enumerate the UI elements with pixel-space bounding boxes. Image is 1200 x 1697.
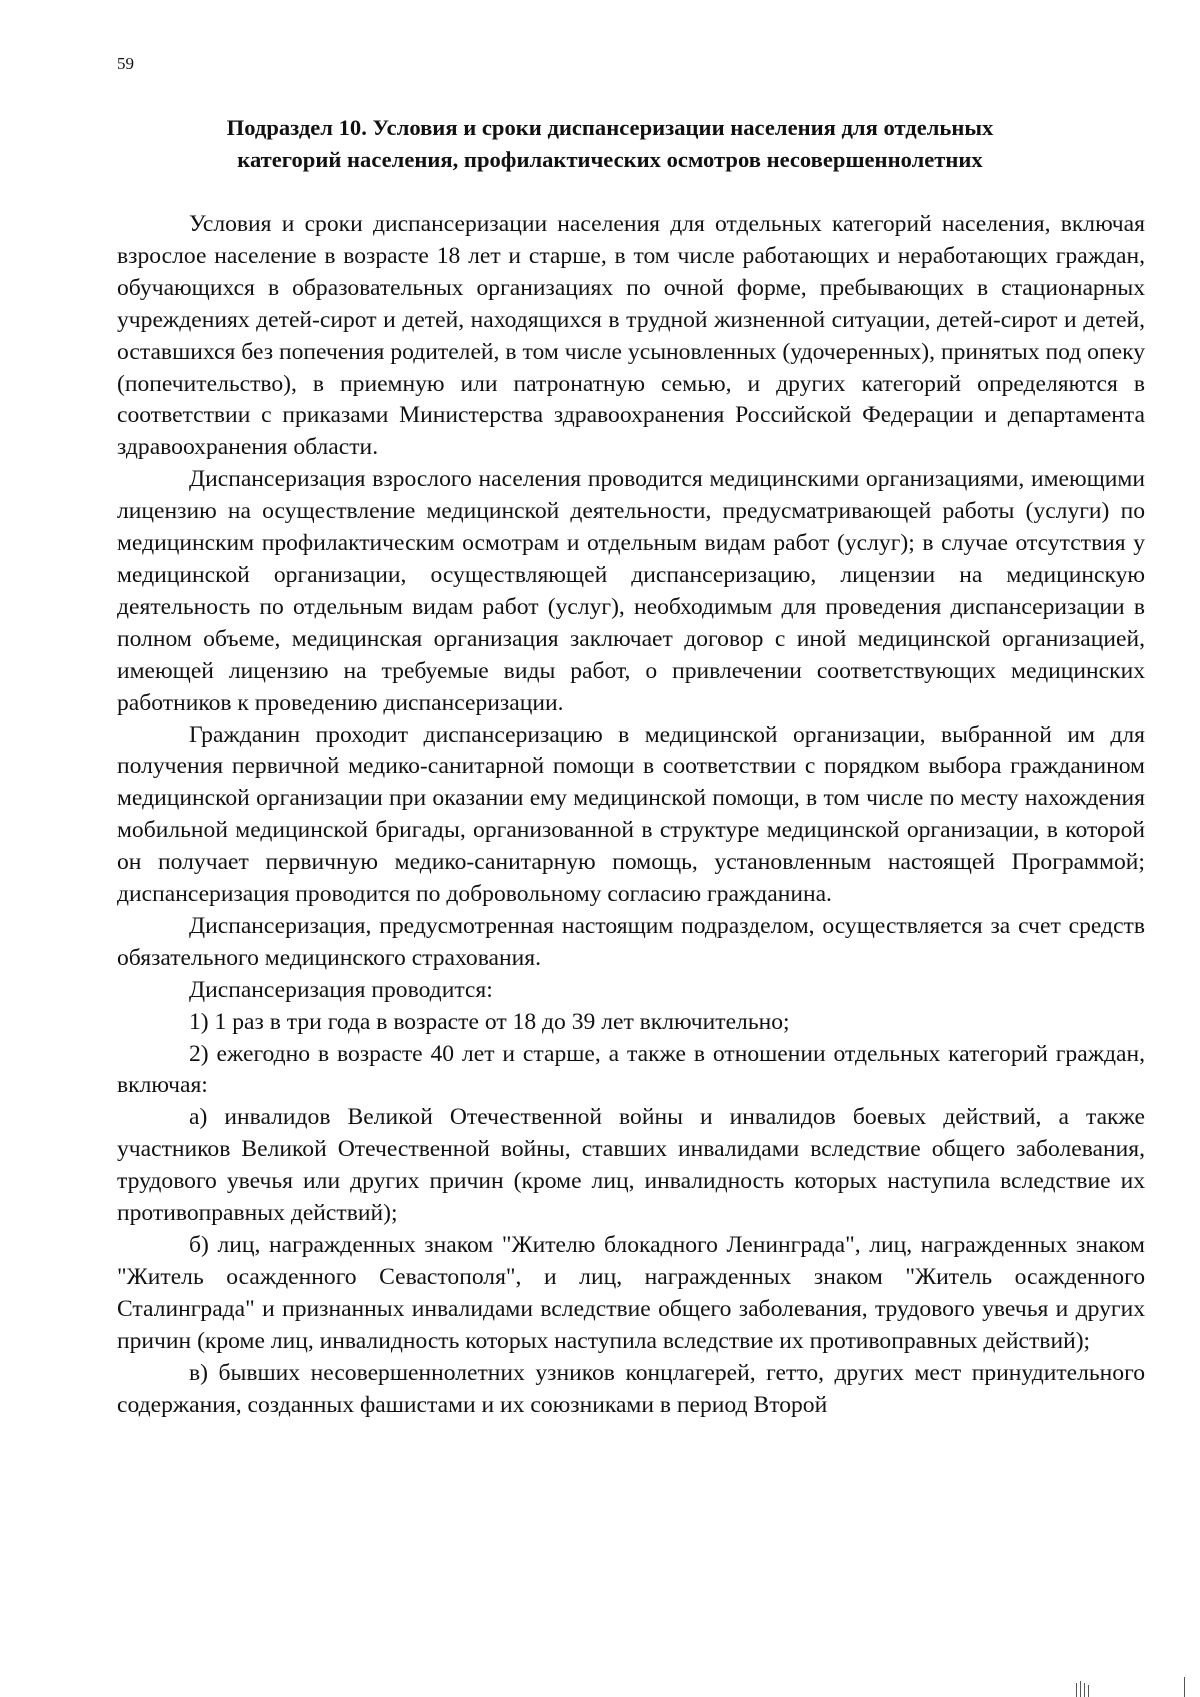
section-title-line-2: категорий населения, профилактических осмотров несовершеннолетних — [237, 147, 983, 172]
section-title — [110, 112, 1110, 176]
scan-mark — [1088, 1685, 1089, 1697]
paragraph-schedule-intro: Диспансеризация проводится: — [189, 976, 493, 1003]
list-item-b: б) лиц, награжденных знаком "Жителю блокадного Ленинграда", лиц, награжденных знаком "Житель осажденного Севастополя", и лиц, награжденных знаком "Житель осажденного Сталинграда" и признанных инвалидами вследствие общего заболевания, трудового увечья и других причин (кроме лиц, инвалидность которых наступила вследствие их противоправных действий); — [117, 1232, 1145, 1354]
paragraph-funding: Диспансеризация, предусмотренная настоящим подразделом, осуществляется за счет средств обязательного медицинского страхования. — [117, 912, 1145, 971]
scan-artifact — [940, 1657, 1200, 1697]
scan-mark — [1184, 1677, 1185, 1697]
list-item-1: 1) 1 раз в три года в возрасте от 18 до 39 лет включительно; — [189, 1008, 790, 1035]
paragraph-citizen-choice: Гражданин проходит диспансеризацию в медицинской организации, выбранной им для получения первичной медико-санитарной помощи в соответствии с порядком выбора гражданином медицинской организации при оказании ему медицинской помощи, в том числе по месту нахождения мобильной медицинской бригады, организованной в структуре медицинской организации, в которой он получает первичную медико-санитарную помощь, установленным настоящей Программой; диспансеризация проводится по добровольному согласию гражданина. — [117, 721, 1145, 908]
list-item-a: а) инвалидов Великой Отечественной войны и инвалидов боевых действий, а также участников Великой Отечественной войны, ставших инвалидами вследствие общего заболевания, трудового увечья или других причин (кроме лиц, инвалидность которых наступила вследствие их противоправных действий); — [117, 1104, 1145, 1227]
list-item-2: 2) ежегодно в возрасте 40 лет и старше, а также в отношении отдельных категорий граждан, включая: — [117, 1040, 1145, 1099]
section-title-line-1: Подраздел 10. Условия и сроки диспансеризации населения для отдельных — [226, 115, 994, 140]
scan-mark — [1076, 1683, 1077, 1697]
list-item-v: в) бывших несовершеннолетних узников концлагерей, гетто, других мест принудительного содержания, созданных фашистами и их союзниками в период Второй — [117, 1359, 1145, 1418]
paragraph-conditions: Условия и сроки диспансеризации населения для отдельных категорий населения, включая взрослое население в возрасте 18 лет и старше, в том числе работающих и неработающих граждан, обучающихся в образовательных организациях по очной форме, пребывающих в стационарных учреждениях детей-сирот и детей, находящихся в трудной жизненной ситуации, детей-сирот и детей, оставшихся без попечения родителей, в том числе усыновленных (удочеренных), принятых под опеку (попечительство), в приемную или патронатную семью, и других категорий определяются в соответствии с приказами Министерства здравоохранения Российской Федерации и департамента здравоохранения области. — [117, 211, 1145, 461]
page-number: 59 — [117, 54, 134, 73]
paragraph-adult-screening: Диспансеризация взрослого населения проводится медицинскими организациями, имеющими лицензию на осуществление медицинской деятельности, предусматривающей работы (услуги) по медицинским профилактическим осмотрам и отдельным видам работ (услуг); в случае отсутствия у медицинской организации, осуществляющей диспансеризацию, лицензии на медицинскую деятельность по отдельным видам работ (услуг), необходимым для проведения диспансеризации в полном объеме, медицинская организация заключает договор с иной медицинской организацией, имеющей лицензию на требуемые виды работ, о привлечении соответствующих медицинских работников к проведению диспансеризации. — [117, 466, 1145, 716]
scan-mark — [1080, 1681, 1081, 1697]
body-text — [117, 209, 1145, 1421]
scan-mark — [1084, 1683, 1085, 1697]
